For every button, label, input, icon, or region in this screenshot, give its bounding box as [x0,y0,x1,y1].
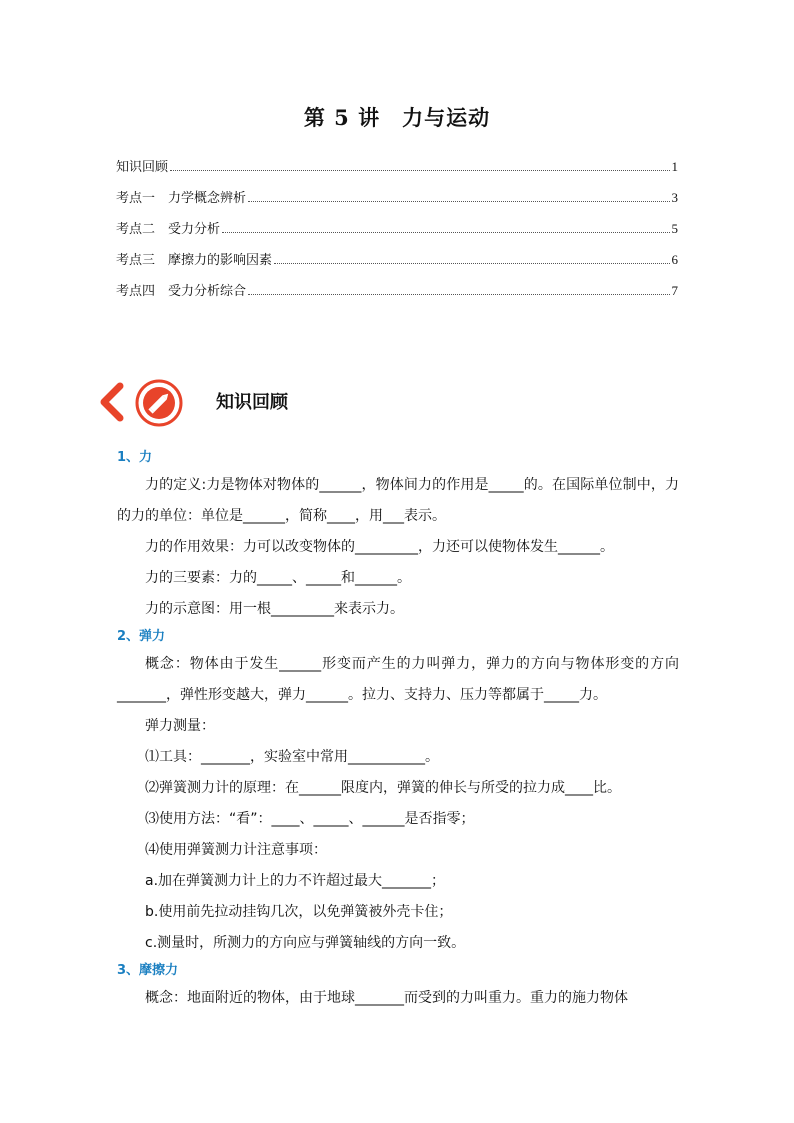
toc-leader-dots [170,169,669,171]
toc-leader-dots [274,262,669,264]
toc-entry-label: 考点四 受力分析综合 [116,284,247,299]
paragraph: 力的示意图：用一根_________来表示力。 [145,601,404,617]
paragraph: 力的作用效果：力可以改变物体的_________，力还可以使物体发生______。 [145,539,614,555]
section-heading-friction: 3、摩擦力 [117,963,179,978]
toc-entry[interactable] [116,206,678,237]
toc-entry-label: 知识回顾 [116,160,169,175]
toc-entry[interactable] [116,144,678,175]
list-item: c.测量时，所测力的方向应与弹簧轴线的方向一致。 [145,935,466,951]
toc-entry-label: 考点三 摩擦力的影响因素 [116,253,273,268]
toc-entry-page: 7 [671,283,678,298]
paragraph: 力的定义:力是物体对物体的______，物体间力的作用是_____的。在国际单位制中，力的力的单位：单位是______，简称____，用___表示。 [117,477,679,524]
paragraph: 力的三要素：力的_____、_____和______。 [145,570,411,586]
toc-entry-page: 1 [671,159,678,174]
table-of-contents [116,144,678,299]
list-item: a.加在弹簧测力计上的力不许超过最大_______； [145,873,446,889]
list-item: ⑶使用方法：“看”：____、_____、______是否指零； [145,811,475,827]
section-banner [98,378,398,428]
toc-entry-page: 6 [671,252,678,267]
notes-content [117,446,679,1014]
toc-entry[interactable] [116,268,678,299]
toc-entry[interactable] [116,175,678,206]
chevron-left-icon [98,382,126,422]
toc-entry-label: 考点一 力学概念辨析 [116,191,247,206]
toc-entry-page: 3 [671,190,678,205]
list-item: ⑵弹簧测力计的原理：在______限度内，弹簧的伸长与所受的拉力成____比。 [145,780,621,796]
paragraph: 概念：地面附近的物体，由于地球_______而受到的力叫重力。重力的施力物体 [145,990,628,1006]
pencil-icon [134,378,184,428]
list-item: ⑷使用弹簧测力计注意事项： [145,842,327,858]
paragraph: 弹力测量： [145,718,215,734]
toc-leader-dots [248,293,669,295]
toc-entry[interactable] [116,237,678,268]
toc-leader-dots [248,200,669,202]
list-item: b.使用前先拉动挂钩几次，以免弹簧被外壳卡住； [145,904,453,920]
document-title: 第 5 讲 力与运动 [303,105,491,130]
list-item: ⑴工具：_______，实验室中常用___________。 [145,749,439,765]
toc-leader-dots [222,231,669,233]
section-heading-elastic-force: 2、弹力 [117,629,166,644]
section-heading-force: 1、力 [117,450,153,465]
toc-entry-label: 考点二 受力分析 [116,222,221,237]
paragraph: 概念：物体由于发生______形变而产生的力叫弹力，弹力的方向与物体形变的方向_______，弹性形变越大，弹力______。拉力、支持力、压力等都属于_____力。 [117,656,679,703]
toc-entry-page: 5 [671,221,678,236]
section-title: 知识回顾 [216,392,288,413]
